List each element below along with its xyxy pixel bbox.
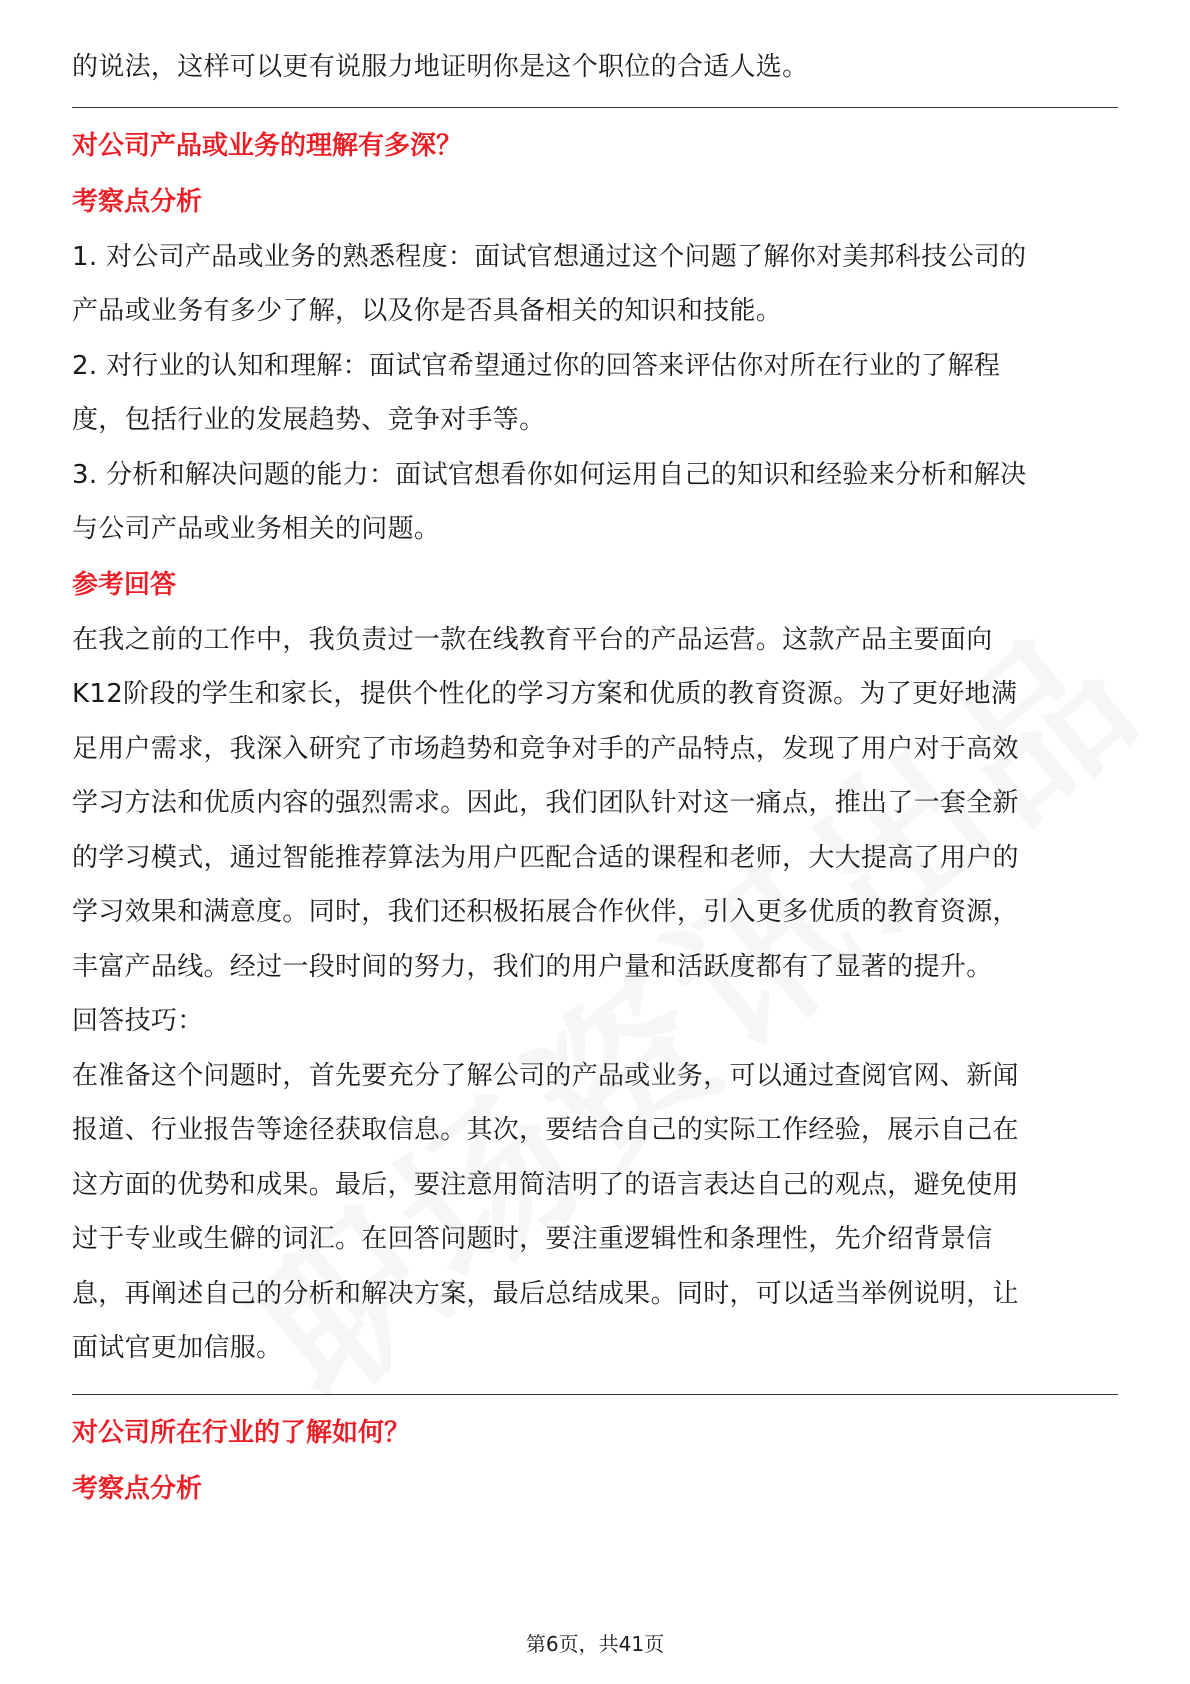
- analysis-line: 产品或业务有多少了解，以及你是否具备相关的知识和技能。: [72, 296, 783, 326]
- tips-line: 在准备这个问题时，首先要充分了解公司的产品或业务，可以通过查阅官网、新闻: [72, 1060, 1019, 1091]
- question-title: 对公司所在行业的了解如何？: [72, 1417, 411, 1448]
- analysis-line: 3. 分析和解决问题的能力：面试官想看你如何运用自己的知识和经验来分析和解决: [72, 459, 1027, 490]
- analysis-line: 与公司产品或业务相关的问题。: [72, 514, 441, 544]
- tips-line: 报道、行业报告等途径获取信息。其次，要结合自己的实际工作经验，展示自己在: [72, 1115, 1019, 1145]
- intro-tail-text: 的说法，这样可以更有说服力地证明你是这个职位的合适人选。: [72, 52, 809, 82]
- reference-line: 学习效果和满意度。同时，我们还积极拓展合作伙伴，引入更多优质的教育资源，: [72, 897, 1019, 927]
- reference-line: 的学习模式，通过智能推荐算法为用户匹配合适的课程和老师，大大提高了用户的: [72, 842, 1019, 873]
- reference-line: 在我之前的工作中，我负责过一款在线教育平台的产品运营。这款产品主要面向: [72, 624, 993, 655]
- tips-line: 过于专业或生僻的词汇。在回答问题时，要注重逻辑性和条理性，先介绍背景信: [72, 1224, 993, 1254]
- tips-label: 回答技巧：: [72, 1006, 204, 1036]
- analysis-list: [72, 230, 1118, 557]
- reference-line: 丰富产品线。经过一段时间的努力，我们的用户量和活跃度都有了显著的提升。: [72, 951, 993, 982]
- analysis-line: 2. 对行业的认知和理解：面试官希望通过你的回答来评估你对所在行业的了解程: [72, 350, 1001, 381]
- analysis-line: 度，包括行业的发展趋势、竞争对手等。: [72, 405, 546, 435]
- reference-line: K12阶段的学生和家长，提供个性化的学习方案和优质的教育资源。为了更好地满: [72, 679, 1018, 709]
- section-divider: [72, 1394, 1118, 1395]
- tips-line: 面试官更加信服。: [72, 1333, 283, 1363]
- question-title: 对公司产品或业务的理解有多深？: [72, 130, 463, 161]
- document-page: [72, 40, 1118, 1517]
- analysis-line: 1. 对公司产品或业务的熟悉程度：面试官想通过这个问题了解你对美邦科技公司的: [72, 241, 1027, 272]
- tips-line: 这方面的优势和成果。最后，要注意用简洁明了的语言表达自己的观点，避免使用: [72, 1169, 1019, 1200]
- reference-line: 学习方法和优质内容的强烈需求。因此，我们团队针对这一痛点，推出了一套全新: [72, 788, 1019, 818]
- analysis-heading: 考察点分析: [72, 1473, 203, 1504]
- analysis-heading: 考察点分析: [72, 186, 203, 217]
- section-divider: [72, 107, 1118, 108]
- reference-line: 足用户需求，我深入研究了市场趋势和竞争对手的产品特点，发现了用户对于高效: [72, 733, 1019, 764]
- reference-heading: 参考回答: [72, 569, 177, 600]
- tips-line: 息，再阐述自己的分析和解决方案，最后总结成果。同时，可以适当举例说明，让: [72, 1278, 1019, 1309]
- page-number: 第6页，共41页: [525, 1632, 665, 1656]
- reference-answer: [72, 613, 1118, 1376]
